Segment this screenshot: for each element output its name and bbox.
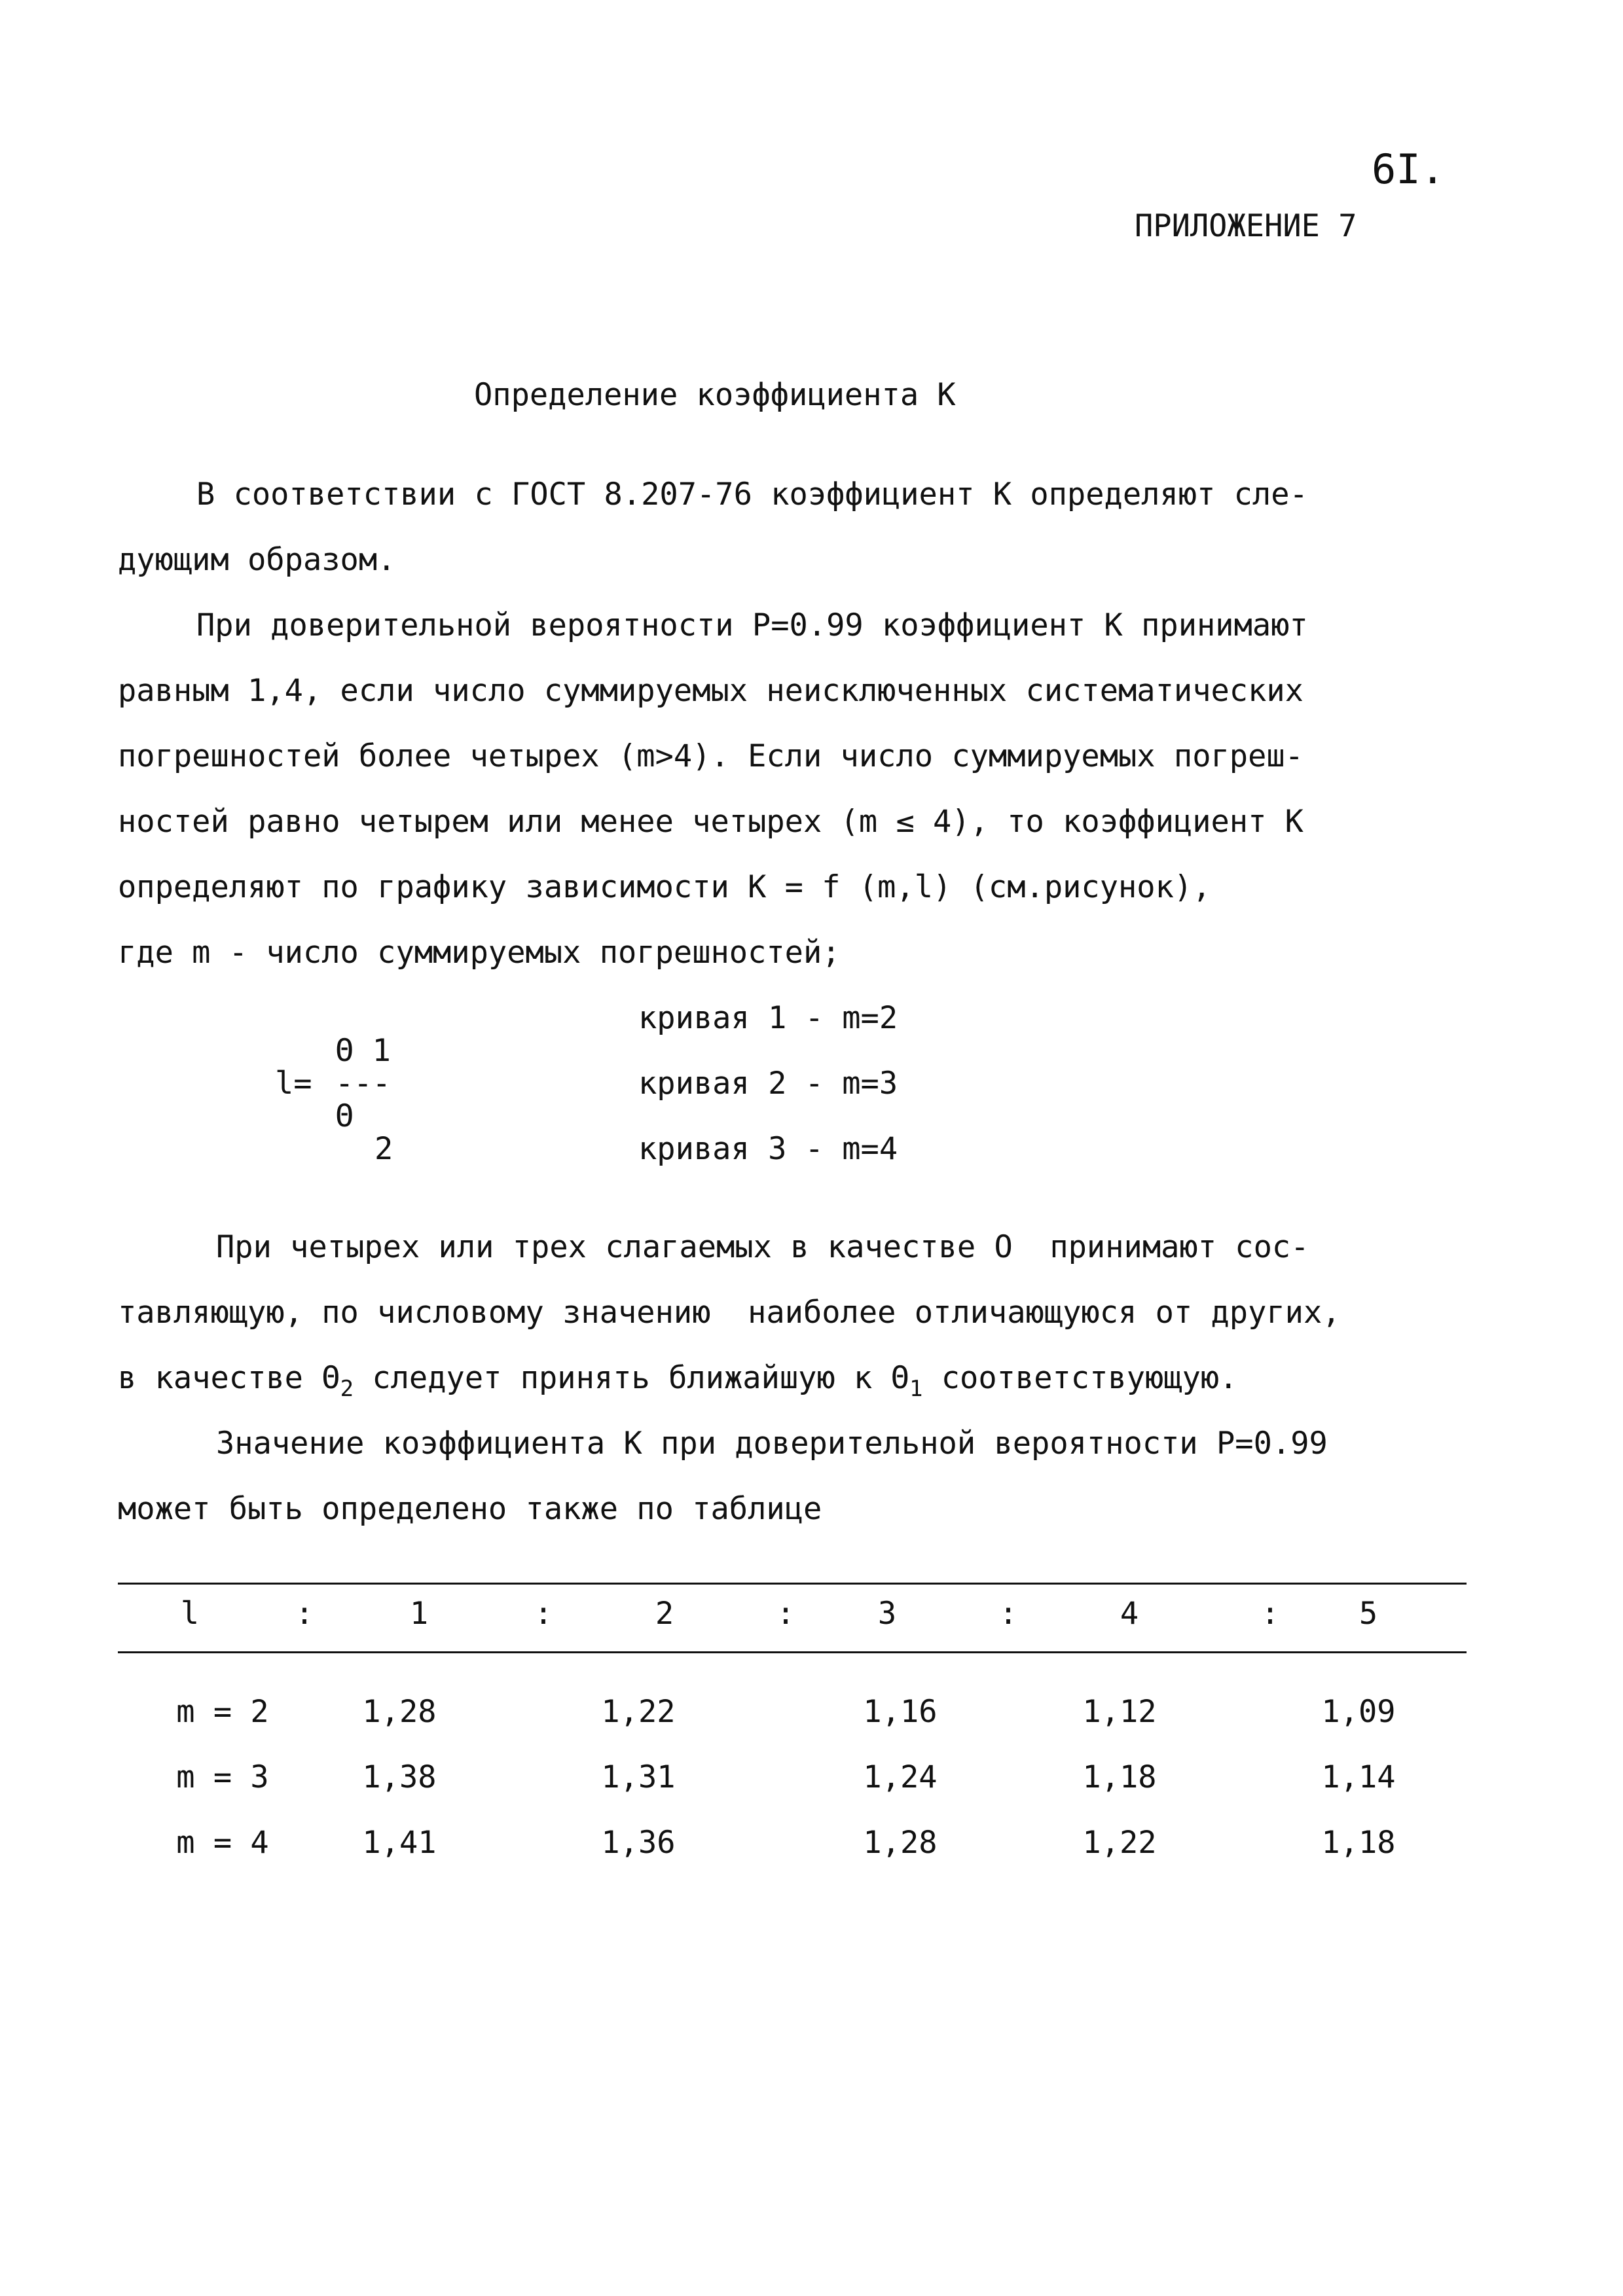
paragraph-line: При четырех или трех слагаемых в качестве О принимают сос-	[216, 1229, 1309, 1265]
table-cell: 1,36	[601, 1825, 676, 1861]
table-cell: 1,28	[863, 1825, 938, 1861]
table-cell: 1,28	[362, 1694, 437, 1730]
table-cell: 1,38	[362, 1759, 437, 1795]
appendix-label: ПРИЛОЖЕНИЕ 7	[1135, 208, 1357, 244]
paragraph-line: Значение коэффициента К при доверительной вероятности Р=0.99	[216, 1426, 1328, 1462]
paragraph-line: тавляющую, по числовому значению наиболее отличающуюся от других,	[118, 1295, 1341, 1331]
paragraph-line: погрешностей более четырех (m>4). Если число суммируемых погреш-	[118, 738, 1304, 774]
paragraph-line: В соответствии с ГОСТ 8.207-76 коэффициент К определяют сле-	[196, 476, 1308, 512]
table-cell: 1,18	[1321, 1825, 1396, 1861]
formula-denominator: Θ	[335, 1098, 354, 1134]
curve-label-1: кривая 1 - m=2	[638, 1000, 898, 1036]
paragraph-line: равным 1,4, если число суммируемых неисключенных систематических	[118, 673, 1304, 709]
table-cell: 1,12	[1082, 1694, 1157, 1730]
table-cell: 1,22	[1082, 1825, 1157, 1861]
table-cell: 1,09	[1321, 1694, 1396, 1730]
table-cell: 1,41	[362, 1825, 437, 1861]
page-title: Определение коэффициента К	[474, 377, 956, 413]
paragraph-line: При доверительной вероятности Р=0.99 коэффициент К принимают	[196, 607, 1308, 643]
curve-label-3: кривая 3 - m=4	[638, 1131, 898, 1167]
table-header-cell: 4	[1120, 1596, 1139, 1632]
paragraph-line: дующим образом.	[118, 542, 396, 578]
table-header-separator: :	[1260, 1596, 1280, 1632]
table-header-cell: 5	[1359, 1596, 1378, 1632]
formula-numerator: Θ 1	[335, 1033, 391, 1069]
table-header-cell: l	[180, 1596, 200, 1632]
paragraph-line: где m - число суммируемых погрешностей;	[118, 935, 841, 971]
table-cell: 1,22	[601, 1694, 676, 1730]
table-header-cell: 3	[877, 1596, 897, 1632]
curve-label-2: кривая 2 - m=3	[638, 1066, 898, 1102]
paragraph-line: в качестве $\Theta_2$ следует принять ближайшую к $\Theta_1$ соответствующую.	[118, 1360, 1238, 1402]
paragraph-line: ностей равно четырем или менее четырех (m ≤ 4), то коэффициент К	[118, 804, 1304, 840]
paragraph-line: может быть определено также по таблице	[118, 1491, 822, 1527]
table-cell: 1,14	[1321, 1759, 1396, 1795]
table-cell: 1,18	[1082, 1759, 1157, 1795]
page-number: 6I.	[1372, 145, 1445, 193]
table-cell: 1,31	[601, 1759, 676, 1795]
table-top-rule	[118, 1583, 1467, 1585]
table-cell: 1,24	[863, 1759, 938, 1795]
table-header-rule	[118, 1651, 1467, 1653]
formula-fraction-bar: ---	[335, 1066, 391, 1102]
table-header-separator: :	[534, 1596, 553, 1632]
table-header-separator: :	[295, 1596, 314, 1632]
table-header-cell: 2	[655, 1596, 674, 1632]
formula-denominator-subscript: 2	[374, 1131, 393, 1167]
table-row-label: m = 3	[176, 1759, 269, 1795]
table-header-cell: 1	[409, 1596, 429, 1632]
table-header-separator: :	[998, 1596, 1018, 1632]
table-header-separator: :	[776, 1596, 795, 1632]
paragraph-line: определяют по графику зависимости К = f (m,l) (см.рисунок),	[118, 869, 1211, 905]
table-cell: 1,16	[863, 1694, 938, 1730]
table-row-label: m = 4	[176, 1825, 269, 1861]
formula-lhs: l=	[275, 1066, 312, 1102]
table-row-label: m = 2	[176, 1694, 269, 1730]
